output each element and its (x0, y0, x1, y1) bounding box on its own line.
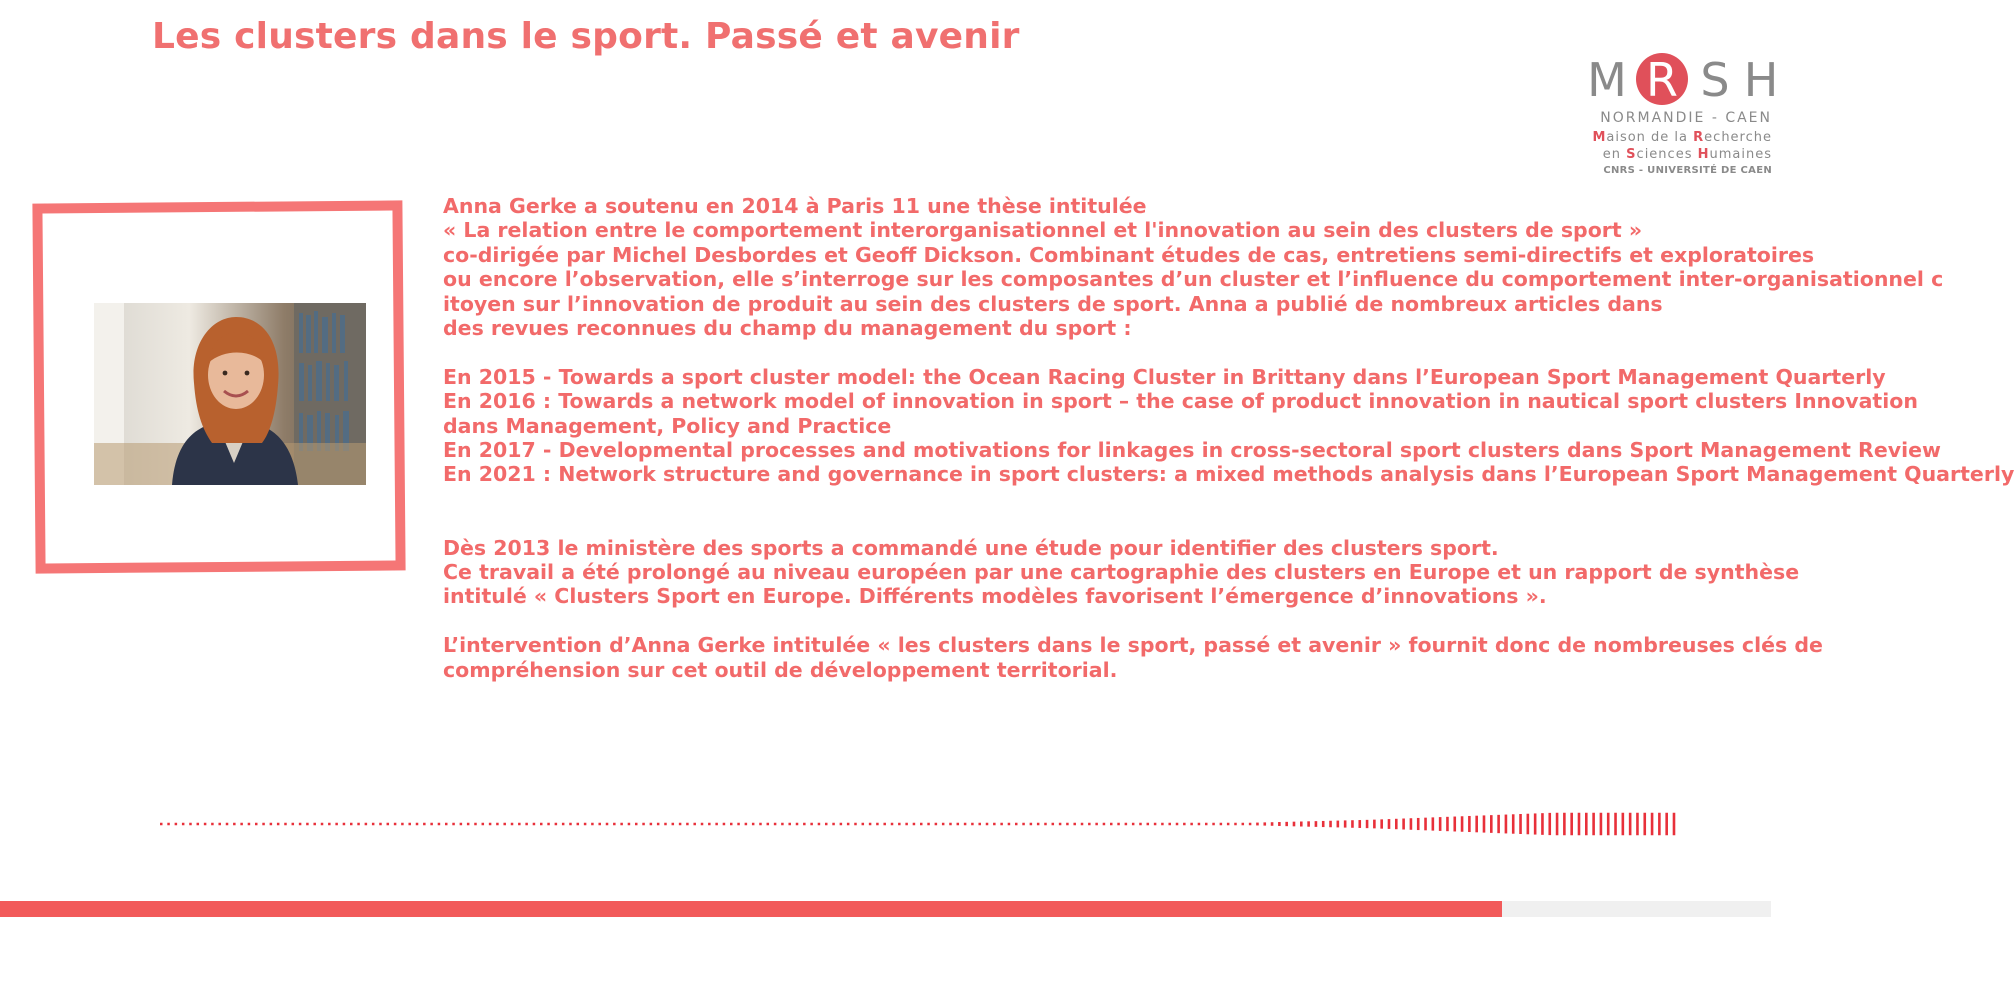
waveform-tick (1329, 821, 1332, 827)
speaker-bio (443, 194, 2014, 682)
waveform-tick (167, 823, 170, 826)
waveform-tick (1475, 816, 1478, 833)
waveform-tick (1249, 823, 1252, 826)
logo-affiliation: CNRS - UNIVERSITÉ DE CAEN (1603, 165, 1772, 176)
logo-letter-h: H (1743, 53, 1779, 107)
waveform-tick (365, 823, 368, 826)
waveform-tick (1125, 823, 1128, 826)
waveform-tick (701, 823, 704, 826)
publication-item: En 2016 : Towards a network model of innovation in sport – the case of product innovation in nautical sport clusters Innovation (443, 389, 1918, 414)
waveform-tick (686, 823, 689, 826)
waveform-tick (1234, 823, 1237, 826)
waveform-tick (905, 823, 908, 826)
waveform-tick (182, 823, 185, 826)
waveform-tick (1037, 823, 1040, 826)
waveform-tick (467, 823, 470, 826)
waveform-tick (1461, 816, 1464, 831)
waveform-tick (1446, 817, 1449, 831)
waveform-tick (1373, 820, 1376, 829)
waveform-tick (759, 823, 762, 826)
waveform-tick (1432, 817, 1435, 830)
waveform-tick (1256, 823, 1259, 826)
waveform-tick (1402, 819, 1405, 830)
waveform-tick (1183, 823, 1186, 826)
waveform-tick (211, 823, 214, 826)
waveform-tick (1563, 813, 1566, 836)
waveform-tick (482, 823, 485, 826)
waveform-tick (452, 823, 455, 826)
waveform-tick (401, 823, 404, 826)
waveform-tick (927, 823, 930, 826)
bio-line: des revues reconnues du champ du management du sport : (443, 316, 1132, 341)
waveform-tick (1439, 817, 1442, 831)
waveform-tick (248, 823, 251, 826)
waveform-tick (1132, 823, 1135, 826)
waveform-tick (1534, 813, 1537, 834)
waveform-tick (913, 823, 916, 826)
waveform-tick (876, 823, 879, 826)
waveform-tick (1673, 813, 1676, 836)
waveform-tick (1000, 823, 1003, 826)
logo-line-1: Maison de la Recherche (1592, 130, 1772, 145)
audio-waveform[interactable] (160, 808, 1680, 840)
context-line: intitulé « Clusters Sport en Europe. Différents modèles favorisent l’émergence d’innovations ». (443, 584, 1547, 609)
waveform-tick (1190, 823, 1193, 826)
publication-item: En 2021 : Network structure and governance in sport clusters: a mixed methods analysis dans l’European Sport Management Quarterly (443, 462, 2014, 487)
bio-line: « La relation entre le comportement interorganisationnel et l'innovation au sein des clusters de sport » (443, 218, 1643, 243)
waveform-tick (1168, 823, 1171, 826)
waveform-tick (767, 823, 770, 826)
waveform-tick (1220, 823, 1223, 826)
waveform-tick (1395, 819, 1398, 829)
waveform-tick (1103, 823, 1106, 826)
waveform-tick (774, 823, 777, 826)
waveform-tick (555, 823, 558, 826)
logo-letter-r: R (1646, 53, 1678, 107)
waveform-tick (1052, 823, 1055, 826)
waveform-tick (503, 823, 506, 826)
waveform-tick (1059, 823, 1062, 826)
waveform-tick (1227, 823, 1230, 826)
waveform-tick (1198, 823, 1201, 826)
waveform-tick (489, 823, 492, 826)
waveform-tick (672, 823, 675, 826)
waveform-tick (993, 823, 996, 826)
waveform-tick (1636, 813, 1639, 836)
waveform-tick (197, 823, 200, 826)
waveform-tick (262, 823, 265, 826)
publication-item: En 2017 - Developmental processes and motivations for linkages in cross-sectoral sport clusters dans Sport Management Review (443, 438, 1941, 463)
waveform-tick (328, 823, 331, 826)
waveform-tick (635, 823, 638, 826)
waveform-tick (1556, 813, 1559, 836)
page-title: Les clusters dans le sport. Passé et avenir (152, 16, 1020, 57)
waveform-tick (1300, 821, 1303, 826)
waveform-tick (1658, 813, 1661, 836)
waveform-tick (1490, 815, 1493, 833)
waveform-tick (1417, 818, 1420, 830)
waveform-tick (1242, 823, 1245, 826)
waveform-tick (175, 823, 178, 826)
waveform-tick (971, 823, 974, 826)
waveform-tick (715, 823, 718, 826)
waveform-tick (781, 823, 784, 826)
logo-letter-m: M (1587, 53, 1627, 107)
logo-line-2: en Sciences Humaines (1602, 147, 1772, 162)
spacer (443, 340, 1793, 364)
waveform-tick (957, 823, 960, 826)
waveform-tick (408, 823, 411, 826)
waveform-tick (547, 823, 550, 826)
waveform-tick (825, 823, 828, 826)
waveform-tick (1271, 822, 1274, 826)
waveform-tick (723, 823, 726, 826)
waveform-tick (1541, 813, 1544, 835)
waveform-tick (525, 823, 528, 826)
waveform-tick (306, 823, 309, 826)
waveform-tick (218, 823, 221, 826)
waveform-tick (1095, 823, 1098, 826)
waveform-tick (1578, 813, 1581, 836)
waveform-tick (1512, 814, 1515, 833)
waveform-tick (445, 823, 448, 826)
spacer (443, 609, 1793, 633)
waveform-tick (387, 823, 390, 826)
waveform-tick (1358, 820, 1361, 828)
progress-bar[interactable] (0, 901, 1771, 917)
waveform-tick (240, 823, 243, 826)
waveform-tick (1293, 822, 1296, 827)
spacer (443, 511, 1793, 535)
conclusion-line: L’intervention d’Anna Gerke intitulée « les clusters dans le sport, passé et avenir » fournit donc de nombreuses clés de (443, 633, 1823, 658)
waveform-tick (810, 823, 813, 826)
logo-subtitle: NORMANDIE - CAEN (1600, 110, 1772, 126)
waveform-tick (803, 823, 806, 826)
waveform-tick (1592, 813, 1595, 836)
waveform-tick (1651, 813, 1654, 836)
waveform-tick (379, 823, 382, 826)
waveform-tick (1212, 823, 1215, 826)
waveform-tick (189, 823, 192, 826)
waveform-tick (1147, 823, 1150, 826)
waveform-tick (1073, 823, 1076, 826)
waveform-tick (1081, 823, 1084, 826)
waveform-tick (1410, 818, 1413, 830)
waveform-tick (949, 823, 952, 826)
waveform-tick (796, 823, 799, 826)
waveform-tick (1468, 816, 1471, 832)
waveform-tick (511, 823, 514, 826)
waveform-tick (1629, 813, 1632, 836)
waveform-tick (1066, 823, 1069, 826)
waveform-tick (343, 823, 346, 826)
waveform-tick (1505, 815, 1508, 834)
waveform-tick (693, 823, 696, 826)
waveform-tick (650, 823, 653, 826)
waveform-tick (1110, 823, 1113, 826)
waveform-tick (1030, 823, 1033, 826)
waveform-tick (474, 823, 477, 826)
waveform-tick (1614, 813, 1617, 836)
waveform-tick (1263, 822, 1266, 825)
waveform-tick (964, 823, 967, 826)
waveform-tick (1643, 813, 1646, 836)
publication-item: En 2015 - Towards a sport cluster model: the Ocean Racing Cluster in Brittany dans l’European Sport Management Quarterly (443, 364, 1886, 389)
waveform-tick (1570, 813, 1573, 836)
waveform-tick (321, 823, 324, 826)
waveform-tick (942, 823, 945, 826)
waveform-tick (1483, 815, 1486, 832)
waveform-tick (1139, 823, 1142, 826)
bio-line: itoyen sur l’innovation de produit au sein des clusters de sport. Anna a publié de nombreux articles dans (443, 291, 1663, 316)
waveform-tick (1548, 813, 1551, 835)
waveform-tick (423, 823, 426, 826)
waveform-tick (708, 823, 711, 826)
waveform-tick (978, 823, 981, 826)
context-line: Ce travail a été prolongé au niveau européen par une cartographie des clusters en Europe et un rapport de synthèse (443, 560, 1800, 585)
waveform-tick (460, 823, 463, 826)
waveform-tick (438, 823, 441, 826)
waveform-tick (277, 823, 280, 826)
waveform-tick (1088, 823, 1091, 826)
waveform-tick (372, 823, 375, 826)
mrsh-logo (1585, 52, 1780, 184)
waveform-tick (730, 823, 733, 826)
waveform-tick (1622, 813, 1625, 836)
waveform-tick (847, 823, 850, 826)
waveform-tick (679, 823, 682, 826)
waveform-tick (1600, 813, 1603, 836)
waveform-tick (854, 823, 857, 826)
waveform-tick (1665, 813, 1668, 836)
bio-line: ou encore l’observation, elle s’interroge sur les composantes d’un cluster et l’influence du comportement inter-organisationnel c (443, 267, 1944, 292)
waveform-tick (920, 823, 923, 826)
waveform-tick (1527, 814, 1530, 835)
waveform-tick (1497, 815, 1500, 833)
waveform-tick (233, 823, 236, 826)
waveform-tick (869, 823, 872, 826)
spacer (443, 487, 1793, 511)
waveform-tick (562, 823, 565, 826)
waveform-tick (883, 823, 886, 826)
waveform-tick (357, 823, 360, 826)
waveform-tick (1344, 820, 1347, 827)
waveform-tick (1117, 823, 1120, 826)
waveform-tick (606, 823, 609, 826)
waveform-tick (226, 823, 229, 826)
waveform-tick (898, 823, 901, 826)
waveform-tick (598, 823, 601, 826)
waveform-tick (862, 823, 865, 826)
waveform-tick (664, 823, 667, 826)
conclusion-line: compréhension sur cet outil de développement territorial. (443, 657, 1118, 682)
waveform-tick (1519, 814, 1522, 834)
waveform-tick (745, 823, 748, 826)
waveform-tick (1453, 817, 1456, 832)
waveform-tick (204, 823, 207, 826)
waveform-tick (752, 823, 755, 826)
waveform-tick (540, 823, 543, 826)
waveform-tick (416, 823, 419, 826)
waveform-tick (832, 823, 835, 826)
waveform-tick (1205, 823, 1208, 826)
waveform-tick (1322, 821, 1325, 827)
waveform-tick (788, 823, 791, 826)
waveform-tick (657, 823, 660, 826)
waveform-tick (1285, 822, 1288, 826)
waveform-tick (533, 823, 536, 826)
waveform-tick (270, 823, 273, 826)
progress-fill (0, 901, 1502, 917)
waveform-tick (1315, 821, 1318, 827)
waveform-tick (1015, 823, 1018, 826)
waveform-tick (299, 823, 302, 826)
waveform-tick (1424, 818, 1427, 831)
waveform-tick (935, 823, 938, 826)
waveform-tick (313, 823, 316, 826)
waveform-tick (1307, 821, 1310, 826)
waveform-tick (496, 823, 499, 826)
waveform-tick (1585, 813, 1588, 836)
waveform-tick (292, 823, 295, 826)
waveform-tick (1366, 820, 1369, 828)
speaker-portrait (94, 303, 366, 485)
waveform-tick (628, 823, 631, 826)
waveform-tick (1388, 819, 1391, 829)
waveform-tick (284, 823, 287, 826)
waveform-tick (642, 823, 645, 826)
waveform-tick (430, 823, 433, 826)
waveform-tick (1022, 823, 1025, 826)
waveform-tick (350, 823, 353, 826)
waveform-tick (160, 823, 163, 826)
waveform-tick (840, 823, 843, 826)
waveform-tick (1044, 823, 1047, 826)
mrsh-wordmark (1585, 52, 1780, 106)
waveform-tick (577, 823, 580, 826)
waveform-tick (737, 823, 740, 826)
bio-line: co-dirigée par Michel Desbordes et Geoff Dickson. Combinant études de cas, entretiens semi-directifs et exploratoires (443, 242, 1815, 267)
waveform-tick (1337, 821, 1340, 828)
waveform-tick (1351, 820, 1354, 828)
waveform-tick (518, 823, 521, 826)
waveform-tick (620, 823, 623, 826)
waveform-tick (891, 823, 894, 826)
waveform-tick (986, 823, 989, 826)
waveform-tick (1176, 823, 1179, 826)
waveform-tick (818, 823, 821, 826)
waveform-tick (1161, 823, 1164, 826)
publication-item: dans Management, Policy and Practice (443, 413, 892, 438)
waveform-tick (569, 823, 572, 826)
context-line: Dès 2013 le ministère des sports a commandé une étude pour identifier des clusters sport. (443, 535, 1499, 560)
waveform-tick (1008, 823, 1011, 826)
waveform-tick (1154, 823, 1157, 826)
waveform-tick (394, 823, 397, 826)
waveform-tick (255, 823, 258, 826)
waveform-tick (1380, 819, 1383, 828)
waveform-tick (335, 823, 338, 826)
bio-line: Anna Gerke a soutenu en 2014 à Paris 11 une thèse intitulée (443, 194, 1147, 218)
logo-letter-s: S (1700, 53, 1730, 107)
waveform-tick (613, 823, 616, 826)
waveform-tick (1278, 822, 1281, 826)
waveform-tick (591, 823, 594, 826)
waveform-tick (584, 823, 587, 826)
waveform-tick (1607, 813, 1610, 836)
